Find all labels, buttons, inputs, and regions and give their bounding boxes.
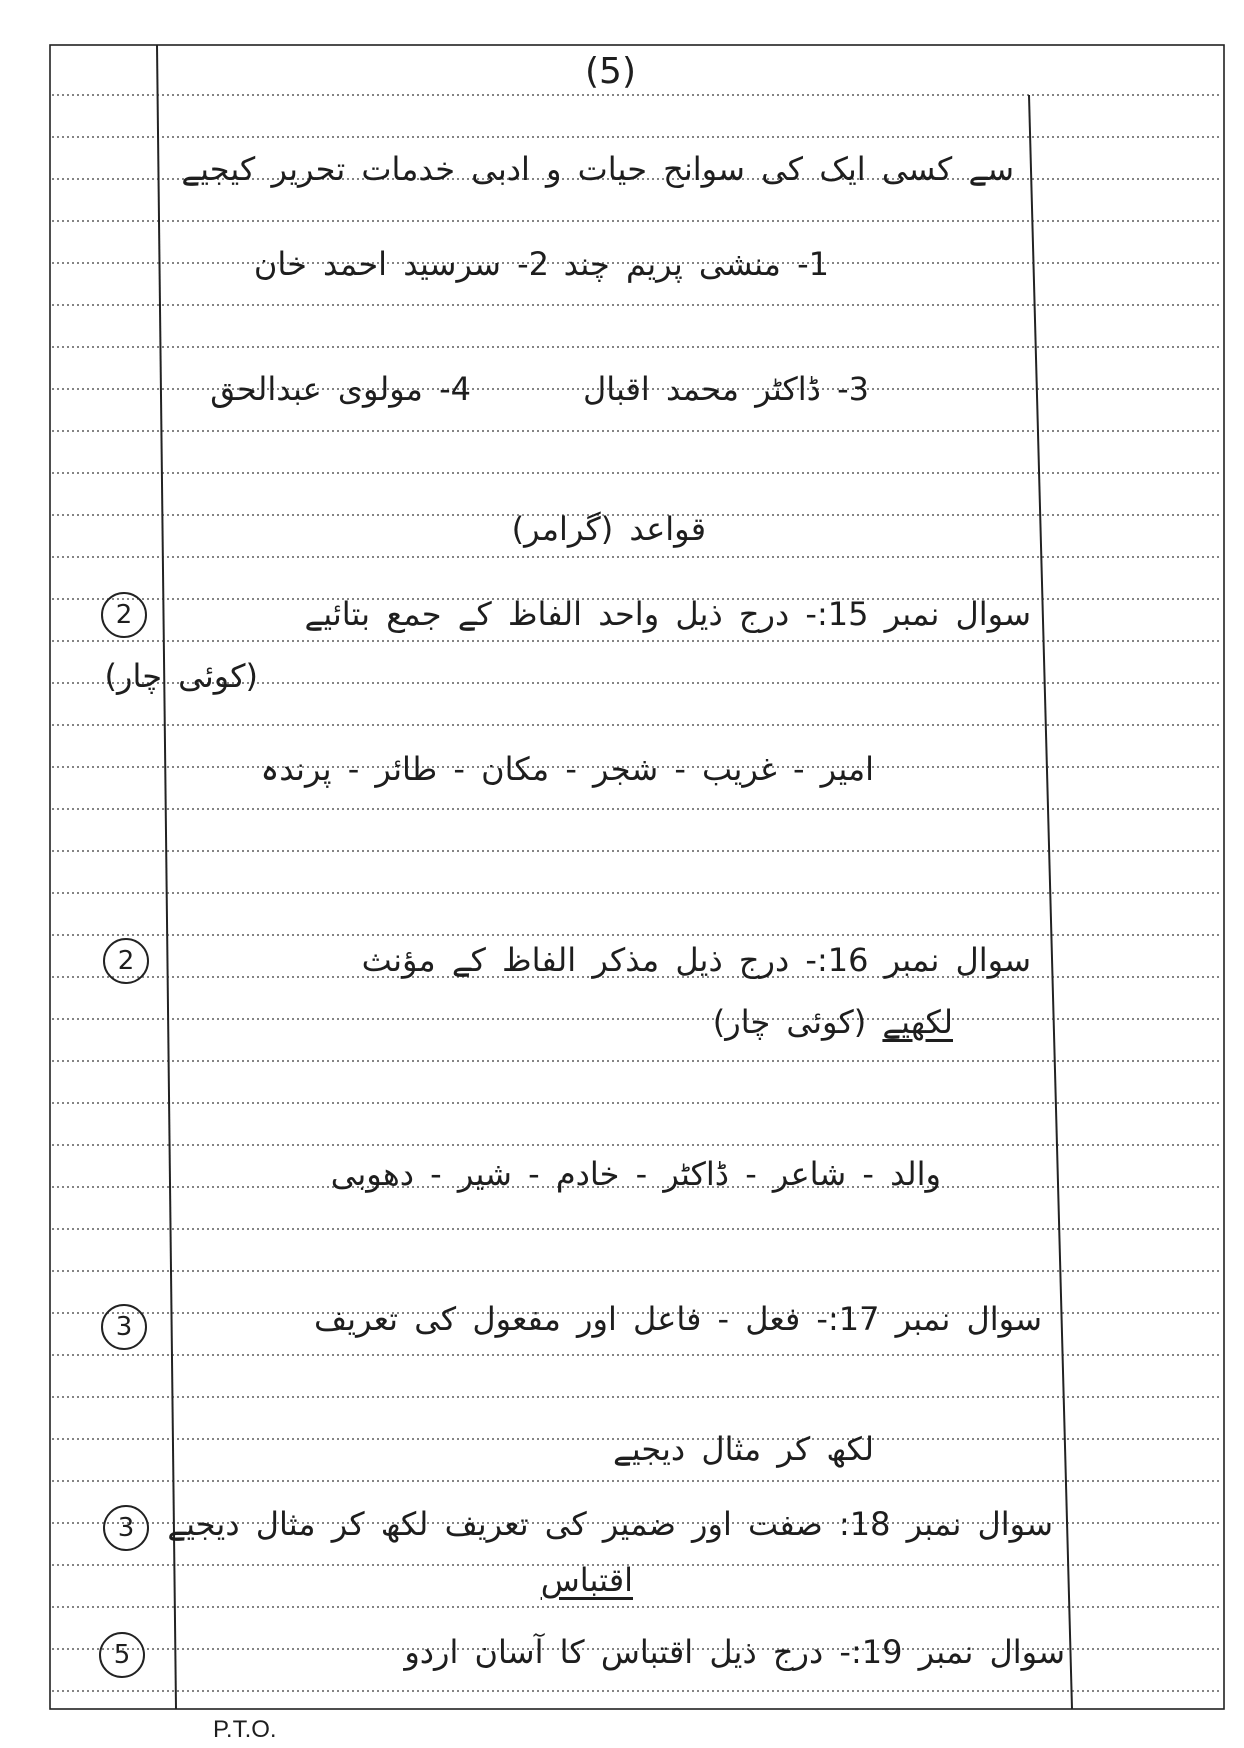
marks-badge: 3 <box>103 1505 149 1551</box>
biography-instruction: سے کسی ایک کی سوانح حیات و ادبی خدمات تحریر کیجیے <box>181 150 1014 188</box>
question-16-continuation <box>713 998 953 1046</box>
question-18: سوال نمبر 18: صفت اور ضمیر کی تعریف لکھ کر مثال دیجیے <box>167 1505 1053 1543</box>
question-19: سوال نمبر 19:- درج ذیل اقتباس کا آسان اردو <box>404 1633 1065 1671</box>
option-premchand: 1- منشی پریم چند <box>563 245 829 283</box>
question-15: سوال نمبر 15:- درج ذیل واحد الفاظ کے جمع بتائیے <box>304 595 1031 633</box>
passage-heading: اقتباس <box>540 1561 633 1599</box>
option-abdul-haq: 4- مولوی عبدالحق <box>210 370 471 408</box>
option-sir-syed: 2- سرسید احمد خان <box>253 245 549 283</box>
question-16-note: (کوئی چار) <box>712 1003 867 1041</box>
question-15-note: (کوئی چار) <box>104 657 258 695</box>
question-16: سوال نمبر 16:- درج ذیل مذکر الفاظ کے مؤنث <box>361 941 1031 979</box>
option-iqbal: 3- ڈاکٹر محمد اقبال <box>582 370 869 408</box>
right-margin-line <box>1029 95 1072 1709</box>
marks-badge: 5 <box>99 1632 145 1678</box>
page-turn-note: P.T.O. <box>213 1716 277 1743</box>
question-16-words: والد - شاعر - ڈاکٹر - خادم - شیر - دھوبی <box>330 1155 941 1193</box>
page-number: (5) <box>585 51 636 92</box>
question-17-continuation: لکھ کر مثال دیجیے <box>612 1430 874 1468</box>
marks-badge: 3 <box>101 1304 147 1350</box>
question-16-continuation-word: لکھیے <box>882 1003 953 1041</box>
left-margin-line <box>157 45 176 1709</box>
question-15-words: امیر - غریب - شجر - مکان - طائر - پرندہ <box>260 750 874 788</box>
question-17: سوال نمبر 17:- فعل - فاعل اور مفعول کی تعریف <box>314 1300 1042 1338</box>
marks-badge: 2 <box>101 592 147 638</box>
grammar-heading: قواعد (گرامر) <box>511 510 706 548</box>
marks-badge: 2 <box>103 938 149 984</box>
